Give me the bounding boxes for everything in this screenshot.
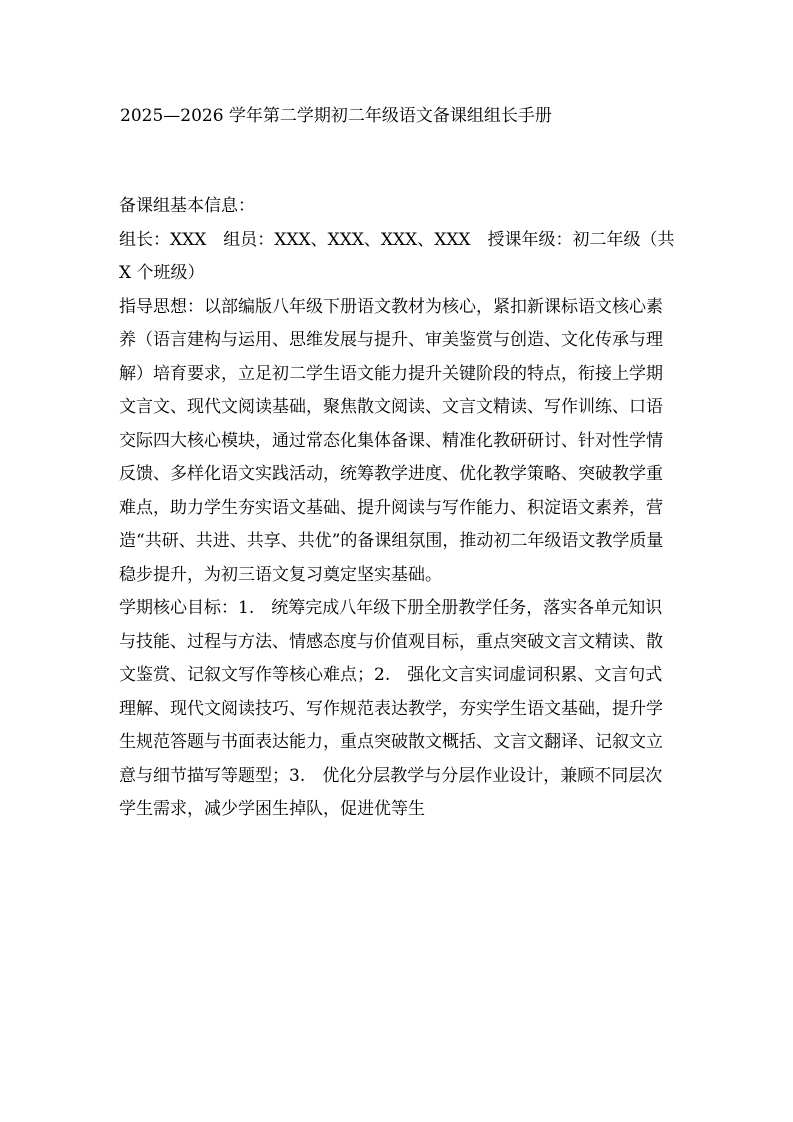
basic-info-heading: 备课组基本信息：: [119, 196, 255, 216]
core-goals-paragraph: 学期核心目标：1. 统筹完成八年级下册全册教学任务，落实各单元知识与技能、过程与方法、情感态度与价值观目标，重点突破文言文精读、散文鉴赏、记叙文写作等核心难点；2. 强化文言实词虚词积累、文言句式理解、现代文阅读技巧、写作规范表达教学，夯实学生语文基础，提升学生规范答题与书面表达能力，重点突破散文概括、文言文翻译、记叙文立意与细节描写等题型；3. 优化分层教学与分层作业设计，兼顾不同层次学生需求，减少学困生掉队，促进优等生: [119, 598, 663, 819]
guiding-thought-paragraph: 指导思想：以部编版八年级下册语文教材为核心，紧扣新课标语文核心素养（语言建构与运用、思维发展与提升、审美鉴赏与创造、文化传承与理解）培育要求，立足初二学生语文能力提升关键阶段的特点，衔接上学期文言文、现代文阅读基础，聚焦散文阅读、文言文精读、写作训练、口语交际四大核心模块，通过常态化集体备课、精准化教研研讨、针对性学情反馈、多样化语文实践活动，统筹教学进度、优化教学策略、突破教学重难点，助力学生夯实语文基础、提升阅读与写作能力、积淀语文素养，营造“共研、共进、共享、共优”的备课组氛围，推动初二年级语文教学质量稳步提升，为初三语文复习奠定坚实基础。: [119, 296, 664, 585]
members-line: 组长：XXX 组员：XXX、XXX、XXX、XXX 授课年级：初二年级（共 X 个班级）: [119, 229, 675, 283]
document-body: [119, 190, 679, 827]
document-title: 2025—2026 学年第二学期初二年级语文备课组组长手册: [120, 106, 552, 126]
